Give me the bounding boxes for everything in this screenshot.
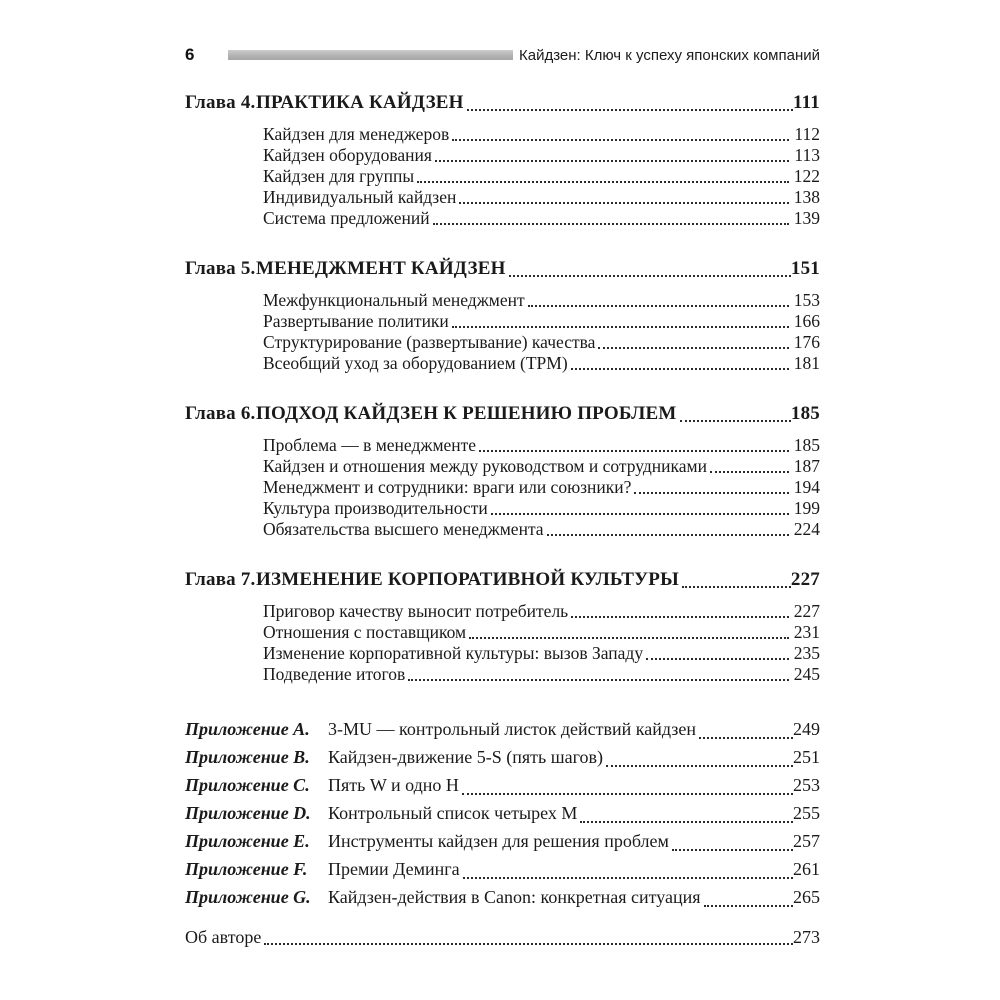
dot-leader (699, 737, 793, 739)
dot-leader (580, 821, 793, 823)
appendix-title: 3-MU — контрольный листок действий кайдзен (328, 719, 696, 739)
about-author-row (185, 925, 820, 949)
chapter-heading (185, 568, 820, 592)
chapter-page-number: 227 (790, 569, 820, 590)
dot-leader (452, 139, 789, 141)
dot-leader (491, 513, 789, 515)
toc-entry (185, 353, 820, 374)
dot-leader (682, 586, 791, 588)
chapter-label: Глава 7. (185, 569, 256, 590)
entry-page-number: 113 (794, 145, 820, 165)
entry-page-number: 224 (793, 519, 820, 539)
chapter-heading (185, 91, 820, 115)
appendix-page-number: 261 (793, 859, 820, 879)
appendix-title: Пять W и одно H (328, 775, 459, 795)
dot-leader (528, 305, 789, 307)
appendix-entry (185, 743, 820, 771)
dot-leader (680, 420, 791, 422)
toc-entry (185, 187, 820, 208)
entry-title: Всеобщий уход за оборудованием (TPM) (263, 353, 568, 373)
chapter-items (185, 435, 820, 540)
appendix-entry (185, 715, 820, 743)
dot-leader (479, 450, 789, 452)
chapter-heading (185, 257, 820, 281)
chapter-block (185, 402, 820, 540)
appendix-label: Приложение A. (185, 719, 310, 739)
entry-page-number: 122 (793, 166, 820, 186)
entry-title: Отношения с поставщиком (263, 622, 467, 642)
chapter-page-number: 151 (790, 258, 820, 279)
entry-page-number: 166 (793, 311, 820, 331)
page-header (185, 45, 820, 65)
chapter-heading (185, 402, 820, 426)
entry-title: Менеджмент и сотрудники: враги или союзники? (263, 477, 632, 497)
entry-page-number: 153 (793, 290, 820, 310)
toc-entry (185, 208, 820, 229)
dot-leader (417, 181, 789, 183)
entry-page-number: 138 (793, 187, 820, 207)
dot-leader (571, 368, 789, 370)
entry-page-number: 245 (793, 664, 820, 684)
dot-leader (459, 202, 788, 204)
entry-title: Изменение корпоративной культуры: вызов Западу (263, 643, 644, 663)
appendix-page-number: 255 (793, 803, 820, 823)
appendix-label: Приложение F. (185, 859, 308, 879)
appendix-entry (185, 883, 820, 911)
appendix-page-number: 249 (793, 719, 820, 739)
dot-leader (547, 534, 789, 536)
entry-page-number: 139 (793, 208, 820, 228)
chapter-block (185, 257, 820, 374)
entry-title: Культура производительности (263, 498, 488, 518)
appendix-page-number: 251 (793, 747, 820, 767)
entry-title: Подведение итогов (263, 664, 406, 684)
toc-entry (185, 145, 820, 166)
dot-leader (634, 492, 788, 494)
entry-title: Приговор качеству выносит потребитель (263, 601, 569, 621)
entry-page-number: 187 (793, 456, 820, 476)
header-rule (228, 50, 513, 60)
page-number: 6 (185, 45, 195, 64)
entry-page-number: 231 (793, 622, 820, 642)
chapter-items (185, 290, 820, 374)
appendix-label: Приложение E. (185, 831, 310, 851)
appendix-label: Приложение B. (185, 747, 310, 767)
entry-page-number: 235 (793, 643, 820, 663)
appendix-list (185, 715, 820, 911)
entry-page-number: 194 (793, 477, 820, 497)
chapter-label: Глава 5. (185, 258, 256, 279)
entry-page-number: 176 (793, 332, 820, 352)
dot-leader (598, 347, 788, 349)
dot-leader (467, 109, 793, 111)
appendix-entry (185, 855, 820, 883)
dot-leader (463, 877, 793, 879)
toc-entry (185, 332, 820, 353)
dot-leader (469, 637, 789, 639)
dot-leader (509, 275, 791, 277)
dot-leader (606, 765, 793, 767)
entry-page-number: 185 (793, 435, 820, 455)
appendix-title: Инструменты кайдзен для решения проблем (328, 831, 669, 851)
appendix-title: Контрольный список четырех M (328, 803, 578, 823)
appendix-title: Кайдзен-действия в Canon: конкретная ситуация (328, 887, 701, 907)
entry-title: Кайдзен и отношения между руководством и сотрудниками (263, 456, 707, 476)
dot-leader (646, 658, 789, 660)
chapter-page-number: 185 (790, 403, 820, 424)
chapter-items (185, 124, 820, 229)
toc-entry (185, 124, 820, 145)
dot-leader (710, 471, 789, 473)
about-author-page-number: 273 (793, 927, 820, 947)
dot-leader (462, 793, 793, 795)
appendix-page-number: 253 (793, 775, 820, 795)
appendix-label: Приложение C. (185, 775, 310, 795)
toc-entry (185, 664, 820, 685)
entry-title: Кайдзен для менеджеров (263, 124, 450, 144)
chapter-page-number: 111 (792, 92, 820, 113)
appendix-page-number: 257 (793, 831, 820, 851)
dot-leader (672, 849, 793, 851)
dot-leader (435, 160, 789, 162)
dot-leader (433, 223, 789, 225)
chapter-title: ИЗМЕНЕНИЕ КОРПОРАТИВНОЙ КУЛЬТУРЫ (256, 569, 679, 590)
toc-entry (185, 477, 820, 498)
toc-entry (185, 166, 820, 187)
running-title: Кайдзен: Ключ к успеху японских компаний (518, 46, 820, 64)
entry-page-number: 227 (793, 601, 820, 621)
chapter-title: МЕНЕДЖМЕНТ КАЙДЗЕН (256, 258, 506, 279)
appendix-entry (185, 827, 820, 855)
about-author-title: Об авторе (185, 927, 262, 947)
appendix-entry (185, 799, 820, 827)
entry-title: Кайдзен для группы (263, 166, 415, 186)
entry-title: Система предложений (263, 208, 430, 228)
entry-title: Проблема — в менеджменте (263, 435, 477, 455)
chapter-block (185, 91, 820, 229)
toc-entry (185, 498, 820, 519)
entry-title: Структурирование (развертывание) качества (263, 332, 596, 352)
chapter-items (185, 601, 820, 685)
appendix-entry (185, 771, 820, 799)
toc-entry (185, 519, 820, 540)
appendix-title: Кайдзен-движение 5-S (пять шагов) (328, 747, 603, 767)
entry-title: Индивидуальный кайдзен (263, 187, 457, 207)
appendix-label: Приложение G. (185, 887, 311, 907)
entry-page-number: 199 (793, 498, 820, 518)
appendix-title: Премии Деминга (328, 859, 460, 879)
entry-page-number: 112 (794, 124, 820, 144)
appendix-label: Приложение D. (185, 803, 311, 823)
appendix-page-number: 265 (793, 887, 820, 907)
toc-entry (185, 643, 820, 664)
entry-page-number: 181 (793, 353, 820, 373)
entry-title: Межфункциональный менеджмент (263, 290, 525, 310)
toc-entry (185, 435, 820, 456)
dot-leader (452, 326, 789, 328)
toc-entry (185, 311, 820, 332)
dot-leader (408, 679, 788, 681)
chapter-title: ПОДХОД КАЙДЗЕН К РЕШЕНИЮ ПРОБЛЕМ (256, 403, 677, 424)
entry-title: Развертывание политики (263, 311, 449, 331)
toc-entry (185, 601, 820, 622)
chapter-label: Глава 6. (185, 403, 256, 424)
chapter-block (185, 568, 820, 685)
toc-entry (185, 290, 820, 311)
dot-leader (264, 943, 793, 945)
table-of-contents (185, 91, 820, 685)
toc-entry (185, 456, 820, 477)
chapter-title: ПРАКТИКА КАЙДЗЕН (256, 92, 464, 113)
chapter-label: Глава 4. (185, 92, 256, 113)
toc-entry (185, 622, 820, 643)
dot-leader (704, 905, 793, 907)
entry-title: Обязательства высшего менеджмента (263, 519, 544, 539)
dot-leader (571, 616, 789, 618)
entry-title: Кайдзен оборудования (263, 145, 432, 165)
